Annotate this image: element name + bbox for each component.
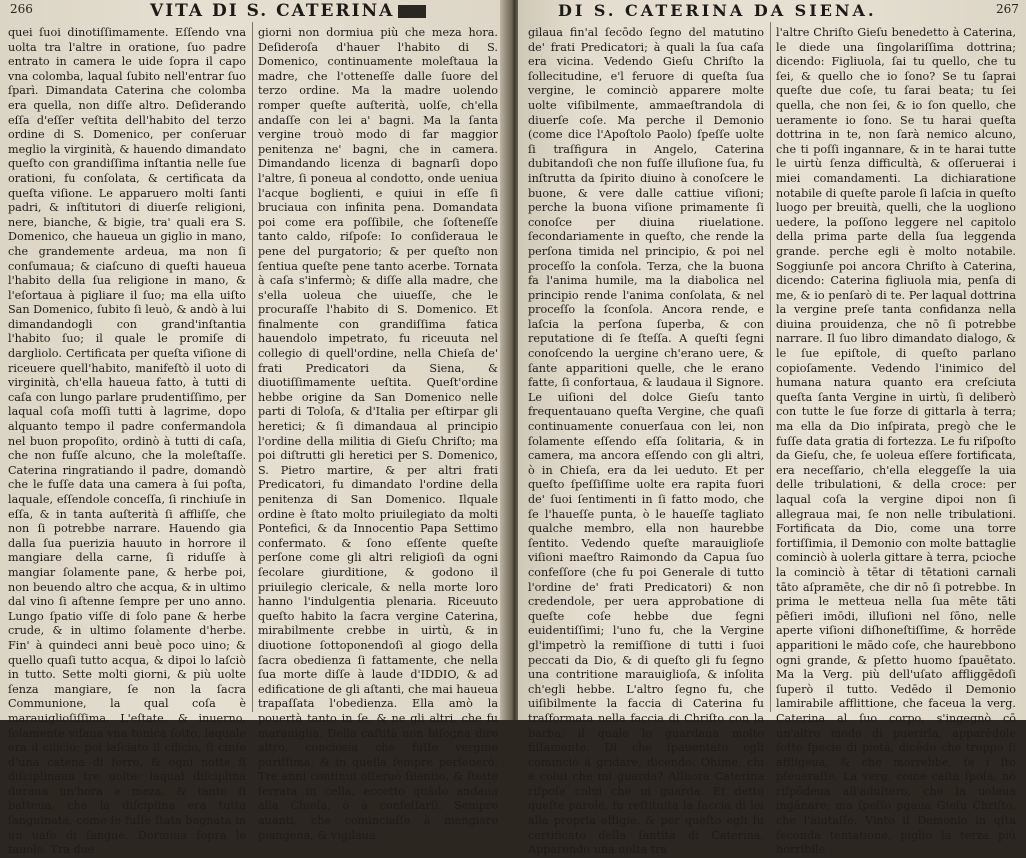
left-column-1 [8,26,246,857]
left-column-2-text: giorni non dormiua più che meza hora. Deſideroſa d'hauer l'habito di S. Domenico, continuamente moleſtaua la madre, che l'otteneſſe dalle ſuore del terzo ordine. Ma la madre uolendo romper queſte auſterità, uolſe, ch'ella andaſſe con lei a' bagni. Ma la ſanta vergine trouò modo di far maggior penitenza ne' bagni, che in camera. Dimandando licenza di bagnarſi dopo l'altre, ſi poneua al condotto, onde ueniua l'acque boglienti, e quiui in eſſe ſi bruciaua con infinita pena. Domandata poi come era poſſibile, che ſoſteneſſe tanto caldo, riſpoſe: Io conſideraua le pene del purgatorio; & per queſto non ſentiua queſte pene tanto acerbe. Tornata à caſa s'infermò; & diſſe alla madre, che s'ella uoleua che uiueſſe, che le procuraſſe l'habito di S. Domenico. Et finalmente con grandiſſima fatica hauendolo impetrato, fu riceuuta nel collegio di quell'ordine, nella Chieſa de' frati Predicatori da Siena, & diuotiſſimamente ueſtita. Queſt'ordine hebbe origine da San Domenico nelle parti di Toloſa, & d'Italia per eſtirpar gli heretici; & ſi dimandaua al principio l'ordine della militia di Gieſu Chriſto; ma poi diſtrutti gli heretici per S. Domenico, S. Pietro martire, & per altri frati Predicatori, fu dimandato l'ordine della penitenza di San Domenico. Ilquale ordine è ſtato molto priuilegiato da molti Pontefici, & da Innocentio Papa Settimo confermato. & ſono eſſente queſte perſone come gli altri religioſi da ogni ſecolare giurditione, & godono il priuilegio clericale, & nella morte loro hanno l'indulgentia plenaria. Riceuuto queſto habito la ſacra vergine Caterina, mirabilmente crebbe in uirtù, & in diuotione ſottoponendoſi al giogo della ſacra obedienza ſi fattamente, che nella ſua morte diſſe à laude d'IDDIO, & ad edificatione de gli aſtanti, che mai haueua trapaſſata l'obedienza. Ella amò la pouertà tanto in ſe, & ne gli altri, che fu marauiglia. Della caſtità non biſogna dire altro, conciosia che fuſſe vergine puriſſima, & in quella ſempre perſeuerò. Tre anni continui oſſeruò ſilentio, & ſtette ſerrata in cella, eccetto quādo andaua alla Chieſa, ò à confeſſarſi. Sempre auanti, che cominciaſſe à mangiare piangena, & vigilaua [258,26,498,842]
left-running-head [150,1,426,23]
right-page-number: 267 [996,2,1019,16]
left-running-head-text: VITA DI S. CATERINA [150,1,395,21]
library-stamp [398,5,426,18]
left-column-2 [258,26,498,842]
column-divider [252,22,253,712]
right-column-1 [528,26,764,857]
right-column-1-text: gilaua fin'al ſecōdo ſegno del matutino de' frati Predicatori; à quali la ſua caſa era vicina. Vedendo Gieſu Chriſto la ſollecitudine, e'l feruore di queſta ſua vergine, le cominciò apparere molte uolte viſibilmente, ammaeſtrandola di diuerſe coſe. Ma perche il Demonio (come dice l'Apoſtolo Paolo) ſpeſſe uolte ſi traſfigura in Angelo, Caterina dubitandoſi che non fuſſe illuſione ſua, fu inſtrutta da ſpirito diuino à conoſcere le buone, & vere dalle cattiue viſioni; perche la buona viſione primamente ſi conoſce per diuina riuelatione. ſecondariamente in queſto, che rende la perſona timida nel principio, & poi nel proceſſo la conſola. Terza, che la buona fa l'anima humile, ma la diabolica nel principio rende l'anima conſolata, & nel proceſſo la ſconſola. Ancora rende, e laſcia la perſona ſuperba, & con reputatione di ſe ſteſſa. A queſti ſegni conoſcendo la uergine ch'erano uere, & ſante apparitioni quelle, che le erano fatte, ſi confortaua, & laudaua il Signore. Le uiſioni del dolce Gieſu tanto frequentauano queſta Vergine, che quaſi continuamente conuerſaua con lei, non ſolamente eſſendo eſſa ſolitaria, & in camera, ma ancora eſſendo con gli altri, ò in Chieſa, era da lei ueduto. Et per queſto ſpeſſiſſime uolte era rapita fuori de' ſuoi ſentimenti in ſi fatto modo, che ſe l'haueſſe punta, ò le haueſſe tagliato qualche membro, ella non haurebbe ſentito. Vedendo queſte marauiglioſe viſioni maeſtro Raimondo da Capua ſuo confeſſore (che fu poi Generale di tutto l'ordine de' frati Predicatori) & non credendole, per uera approbatione di queſte coſe hebbe due ſegni euidentiſſimi; l'uno fu, che la Vergine gl'impetrò la remiſſione di tutti i ſuoi peccati da Dio, & di queſto gli fu ſegno una contritione marauiglioſa, & inſolita ch'egli hebbe. L'altro ſegno fu, che uiſibilmente la faccia di Caterina fu traſformata nella faccia di Chriſto con la barba; il quale lo guardaua molto fiſſamente. Di che ſpauentato egli cominciò à gridare, dicendo: Ohime, chi e colui che mi guarda? Allhora Caterina riſpoſe colui che ui guarda. Et detto queſte parole, fu reſtituita la faccia di lei alla propria effigie, & per queſto egli fu certificato della ſantità di Caterina. Apparendo una uolta tra [528,26,764,857]
right-column-2 [776,26,1016,857]
right-column-2-text: l'altre Chriſto Gieſu benedetto à Caterina, le diede una ſingolariſſima dottrina; dicendo: Figliuola, ſai tu quello, che tu ſei, & quello che io ſono? Se tu ſaprai queſte due coſe, tu ſarai beata; tu ſei quella, che non ſei, & io ſon quello, che ueramente io ſono. Se tu harai queſta dottrina in te, non ſarà nemico alcuno, che ti poſſi ingannare, & in te harai tutte le uirtù ſenza difficultà, & oſſeruerai i miei comandamenti. La dichiaratione notabile di queſte parole ſi laſcia in queſto luogo per breuità, quelli, che la uogliono uedere, la poſſono leggere nel capitolo della prima parte della ſua leggenda grande. perche egli è molto notabile. Soggiunſe poi ancora Chriſto à Caterina, dicendo: Caterina figliuola mia, penſa di me, & io penſarò di te. Per laqual dottrina la vergine preſe tanta confidanza nella diuina prouidenza, che nō ſi potrebbe narrare. Il ſuo libro dimandato dialogo, & le ſue epiſtole, di queſto parlano copioſamente. Vedendo l'inimico del humana natura quanto era creſciuta queſta ſanta Vergine in uirtù, ſi deliberò con tutte le ſue forze di gittarla à terra; ma ella da Dio inſpirata, pregò che le fuſſe data gratia di fortezza. Le fu riſpoſto da Gieſu, che, ſe uoleua eſſere fortificata, era neceſſario, ch'ella eleggeſſe la uia delle tribulationi, & della croce: per laqual coſa la vergine dipoi non ſi allegraua mai, ſe non nelle tribulationi. Fortificata da Dio, come una torre fortiſſimia, il Demonio con molte battaglie cominciò à uolerla gittare à terra, pcioche la cominciò à tētar di tētationi carnali tāto aſpramēte, che dir nō ſi potrebbe. In prima le metteua nella ſua mēte tāti pēſieri imōdi, illuſioni nel ſōno, nelle aperte viſioni diſhoneſtiſſime, & horrēde apparitioni le mādo coſe, che haurebbono ogni grande, & pſetto huomo ſpauētato. Ma la Verg. più dell'uſato affliggēdoſi ſuperò il tutto. Vedēdo il Demonio lamirabile afflittione, che faceua la verg. Caterina al ſuo corpo, s'ingegnò cō un'altro modo di puerirla, apparēdole ſotto ſpecie di pietà, dicēdo che troppo ſi affligeua, & che morrebbe, ſe i ſto pſeueraſſe. La verg. come caſta ſpoſa, nō riſpōdeua all'adultero, che la uoleua ingānare; ma ſpeſſo pgaua Gieſu Chriſto, che l'aiutaſſe. Vinto il Demonio in qſta ſeconda tentatione, piglio la terza più horribile [776,26,1016,857]
column-divider [770,22,771,712]
left-page [0,0,508,857]
right-page [518,0,1026,857]
right-running-head: DI S. CATERINA DA SIENA. [558,1,877,20]
left-column-1-text: quei ſuoi dinotiſſimamente. Eſſendo vna uolta tra l'altre in oratione, ſuo padre entrato in camera le uide ſopra il capo vna colomba, laqual ſubito nell'entrar ſuo ſparì. Dimandata Caterina che colomba era quella, non diſſe altro. Deſiderando eſſa d'eſſer veſtita dell'habito del terzo ordine di S. Domenico, per conſeruar meglio la virginità, & hauendo dimandato queſto con grandiſſima inſtantia nelle ſue orationi, fu conſolata, & certificata da queſta viſione. Le apparuero molti ſanti padri, & inſtitutori di diuerſe religioni, nere, bianche, & bigie, tra' quali era S. Domenico, che haueua un giglio in mano, che grandemente ardeua, ma non ſi conſumaua; & ciaſcuno di queſti haueua l'habito della ſua religione in mano, & l'eſortaua à pigliare il ſuo; ma ella uiſto San Domenico, ſubito ſi leuò, & andò à lui dimandandogli con grand'inſtantia l'habito ſuo; il quale le promiſe di dargliolo. Certificata per queſta viſione di riceuere quell'habito, manifeſtò il uoto di virginità, ch'ella haueua fatto, à tutti di caſa con lungo parlare prudentiſſimo, per laqual coſa moſſi tutti à lagrime, dopo alquanto tempo il padre confermandola nel buon propoſito, ordinò à tutti di caſa, che non fuſſe alcuno, che la moleſtaſſe. Caterina ringratiando il padre, domandò che le fuſſe data una camera à ſui poſta, laquale, eſſendole conceſſa, ſi rinchiuſe in eſſa, & in tanta auſterità ſi affliſſe, che non ſi potrebbe narrare. Hauendo gia dalla ſua puerizia hauuto in horrore il mangiare della carne, ſi riduſſe à mangiar ſolamente pane, & herbe poi, non beuendo altro che acqua, & in ultimo dal vino ſi aſtenne ſempre per uno anno. Lungo ſpatio viſſe di ſolo pane & herbe crude, & in ultimo ſolamente d'herbe. Fin' à quindeci anni beuè poco uino; & quello quaſi tutto acqua, & dipoi lo laſciò in tutto. Sette molti giorni, & più uolte ſenza mangiare, ſe non la ſacra Communione, la qual coſa è marauiglioſiſſima. L'eſtate, & inuerno, ſolamente viſaua vna tonica ſotto, laquale era il cilicio; poi laſciato il cilicio, ſi cinſe d'una catena di ferro, & ogni notte ſi diſciplinaua tre uolte: laqual diſciplina duraua un'hora e meza, & tanto ſi batteua, che la diſciplina era tutta ſanguinata, come ſe fuſſe ſtata bagnata in un uaſo di ſangue. Dormiua ſopra le tauole. Tra due [8,26,246,857]
left-page-number: 266 [10,2,33,16]
